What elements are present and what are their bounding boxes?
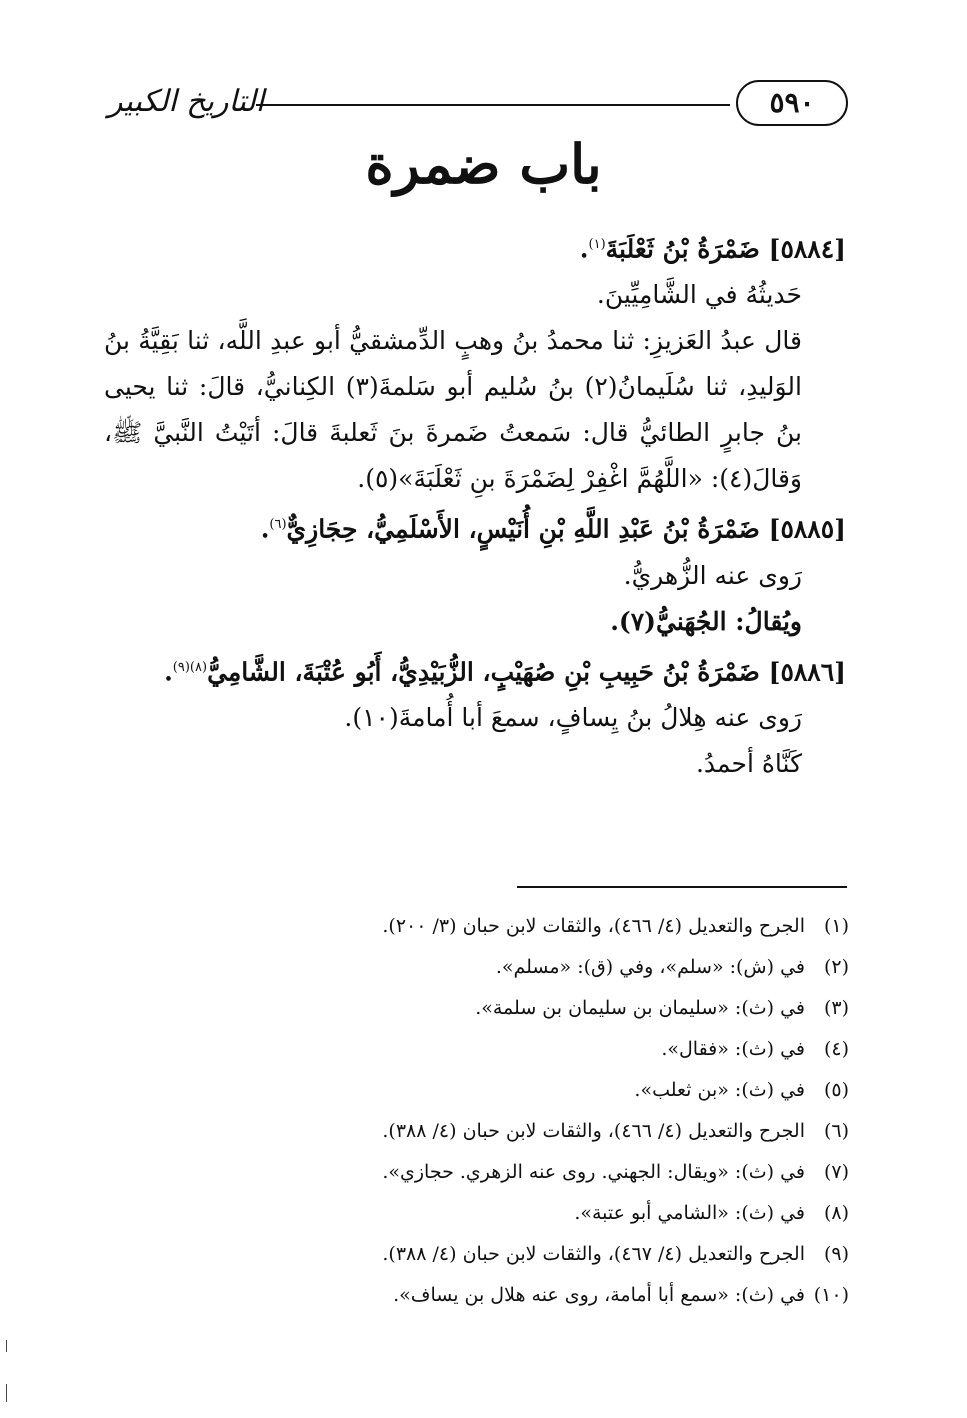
- running-header: [108, 80, 848, 128]
- page-number: ٥٩٠: [736, 80, 848, 126]
- footnote: (١٠) في (ث): «سمع أبا أمامة، روى عنه هلال بن يساف».: [393, 1284, 849, 1306]
- chapter-title: باب ضمرة: [365, 132, 602, 196]
- footnote: (٩) الجرح والتعديل (٤/ ٤٦٧)، والثقات لابن حبان (٤/ ٣٨٨).: [382, 1243, 849, 1265]
- footnote: (٨) في (ث): «الشامي أبو عتبة».: [574, 1202, 849, 1224]
- footnote: (٤) في (ث): «فقال».: [661, 1038, 849, 1060]
- scan-mark: [6, 1384, 7, 1402]
- entry-heading: [٥٨٨٦] ضَمْرَةُ بْنُ حَبِيبِ بْنِ صُهَيْبٍ، الزُّبَيْدِيُّ، أَبُو عُتْبَةَ، الشَّامِيُّ$^{(٨)(٩)}$.: [164, 656, 846, 686]
- main-text: [104, 222, 846, 787]
- paragraph: رَوى عنه هِلالُ بنُ يِسافٍ، سمعَ أبا أُمامةَ(١٠).: [344, 702, 802, 732]
- footnote: (٦) الجرح والتعديل (٤/ ٤٦٦)، والثقات لابن حبان (٤/ ٣٨٨).: [382, 1120, 849, 1142]
- scan-mark: [6, 1340, 7, 1352]
- entry-name: ضَمْرَةُ بْنُ ثَعْلَبَةَ: [605, 234, 760, 264]
- entry-number: [٥٨٨٤]: [768, 234, 846, 264]
- paragraph: كَنَّاهُ أحمدُ.: [695, 748, 802, 778]
- footnote: (٥) في (ث): «بن ثعلب».: [634, 1079, 849, 1101]
- entry-name: ضَمْرَةُ بْنُ حَبِيبِ بْنِ صُهَيْبٍ، الزُّبَيْدِيُّ، أَبُو عُتْبَةَ، الشَّامِيُّ: [207, 656, 760, 686]
- entry-name: ضَمْرَةُ بْنُ عَبْدِ اللَّهِ بْنِ أُنَيْسٍ، الأَسْلَمِيُّ، حِجَازِيٌّ: [286, 514, 760, 544]
- entry-heading: [٥٨٨٤] ضَمْرَةُ بْنُ ثَعْلَبَةَ$^{(١)}$.: [579, 234, 846, 264]
- paragraph: حَديثُهُ في الشَّامِيِّينَ.: [596, 280, 802, 310]
- footnote-ref: (٨)(٩): [172, 659, 208, 675]
- paragraph: قال عبدُ العَزيزِ: ثنا محمدُ بنُ وهبٍ الدِّمشقيُّ أبو عبدِ اللَّه، ثنا بَقِيَّةُ بنُ الوَليدِ، ثنا سُلَيمانُ(٢) بنُ سُليم أبو سَلمةَ(٣) الكِنانيُّ، قالَ: ثنا يحيى بنُ جابرٍ الطائيُّ قال: سَمعتُ ضَمرةَ بنَ ثَعلبةَ قالَ: أتَيْتُ النَّبيَّ ﷺ، وَقالَ(٤): «اللَّهُمَّ اغْفِرْ لِضَمْرَةَ بنِ ثَعْلَبَةَ»(٥).: [104, 326, 803, 494]
- header-rule: [256, 104, 730, 106]
- footnotes: [149, 906, 849, 1316]
- entry-number: [٥٨٨٥]: [768, 514, 846, 544]
- paragraph: رَوى عنه الزُّهريُّ.: [623, 560, 802, 590]
- entry-number: [٥٨٨٦]: [768, 656, 846, 686]
- footnote: (٣) في (ث): «سليمان بن سليمان بن سلمة».: [475, 997, 849, 1019]
- entry-heading: [٥٨٨٥] ضَمْرَةُ بْنُ عَبْدِ اللَّهِ بْنِ أُنَيْسٍ، الأَسْلَمِيُّ، حِجَازِيٌّ$^{(٦)}$.: [260, 514, 846, 544]
- footnote: (١) الجرح والتعديل (٤/ ٤٦٦)، والثقات لابن حبان (٣/ ٢٠٠).: [382, 915, 849, 937]
- book-title: التاريخ الكبير: [108, 84, 265, 119]
- footnote: (٢) في (ش): «سلم»، وفي (ق): «مسلم».: [495, 956, 849, 978]
- footnote: (٧) في (ث): «ويقال: الجهني. روى عنه الزهري. حجازي».: [382, 1161, 849, 1183]
- footnote-separator: [517, 886, 847, 888]
- footnote-ref: (١): [588, 237, 606, 252]
- footnote-ref: (٦): [269, 517, 287, 533]
- paragraph: ويُقالُ: الجُهَنيُّ(٧).: [610, 606, 802, 636]
